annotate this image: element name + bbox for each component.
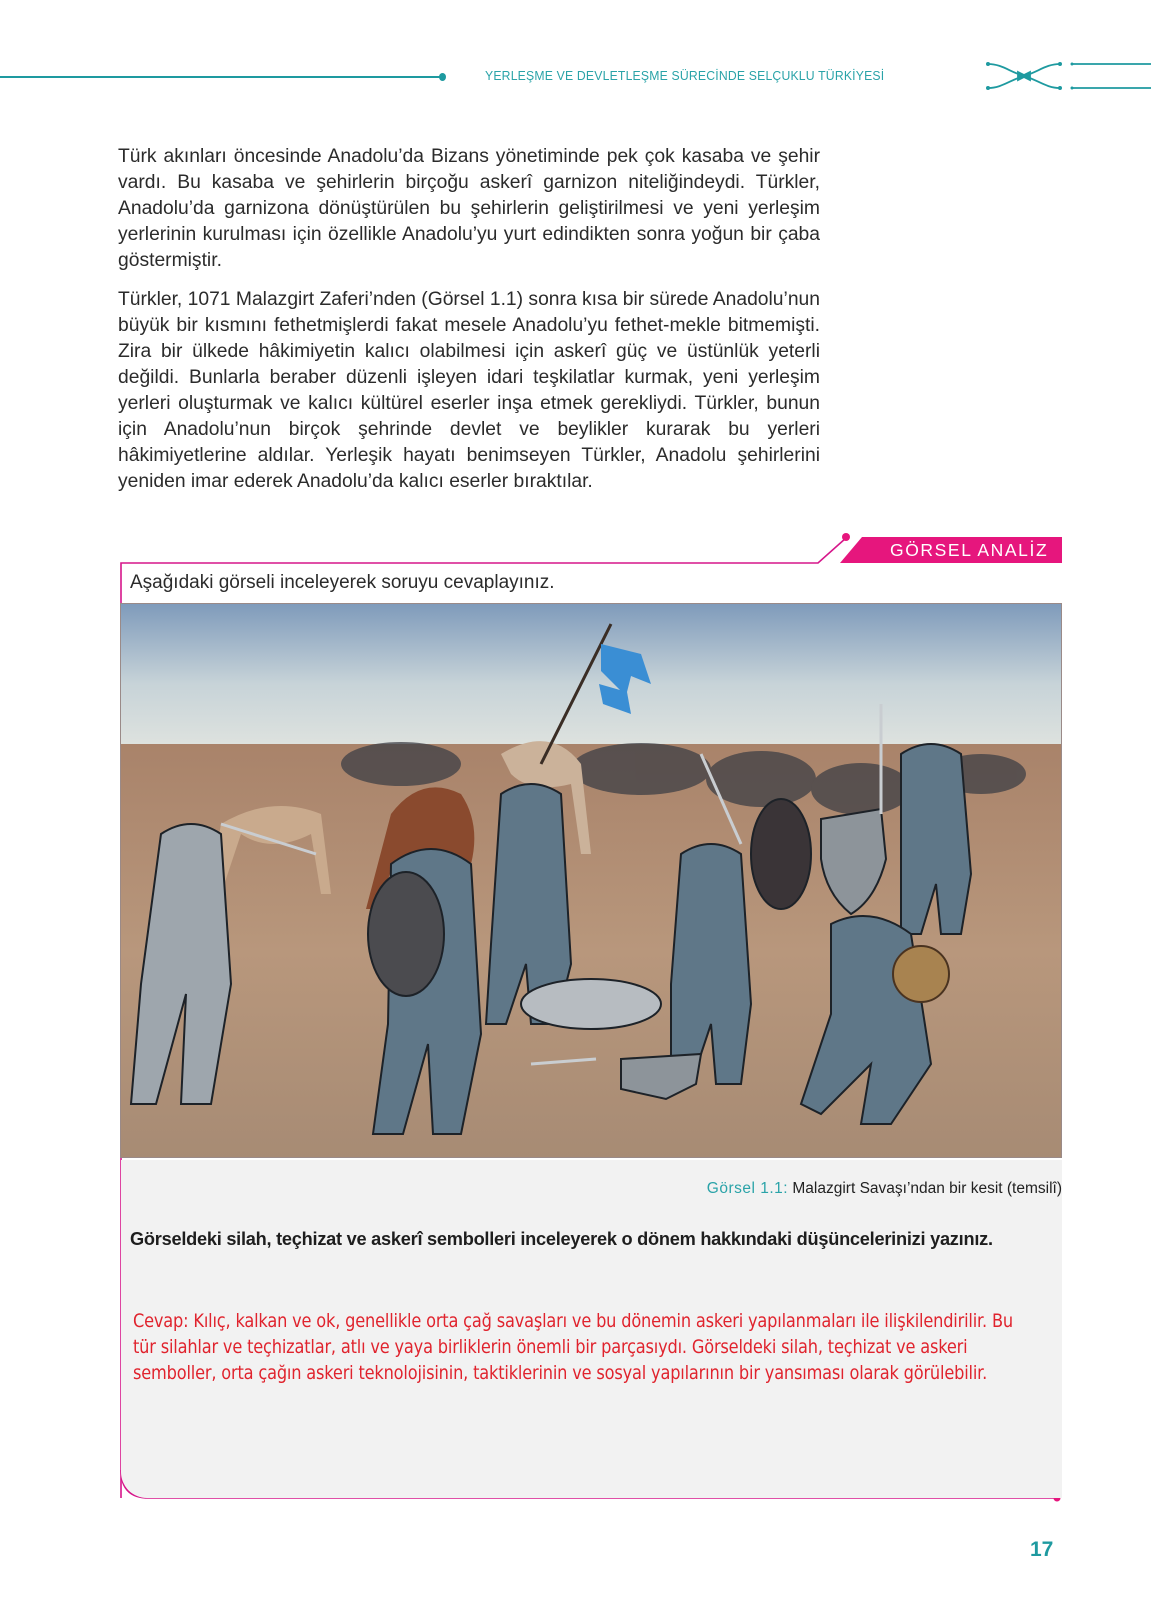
figure-caption-label: Görsel 1.1: [706, 1180, 789, 1197]
chapter-title: YERLEŞME VE DEVLETLEŞME SÜRECİNDE SELÇUKLU TÜRKİYESİ [485, 68, 885, 83]
gorsel-analiz-label: GÖRSEL ANALİZ [890, 540, 1049, 560]
analysis-question: Görseldeki silah, teçhizat ve askerî sembolleri inceleyerek o dönem hakkındaki düşüncelerinizi yazınız. [130, 1229, 993, 1249]
figure-caption-text: Malazgirt Savaşı’ndan bir kesit (temsilî) [788, 1180, 1062, 1197]
page-number: 17 [1030, 1538, 1054, 1561]
battle-illustration [120, 603, 1062, 1158]
paragraph-2: Türkler, 1071 Malazgirt Zaferi’nden (Görsel 1.1) sonra kısa bir sürede Anadolu’nun büyük bir kısmını fethetmişlerdi fakat mesele Anadolu’yu fethet-mekle bitmemişti. Zira bir ülkede hâkimiyetin kalıcı olabilmesi için askerî güç ve üstünlük yeterli değildi. Bunlarla beraber düzenli işleyen idari teşkilatlar kurmak, yeni yerleşim yerleri oluşturmak ve kalıcı kültürel eserler inşa etmek gerekliydi. Türkler, bunun için Anadolu’nun birçok şehrinde devlet ve beylikler kurarak bu yerleri hâkimiyetlerine aldılar. Yerleşik hayatı benimseyen Türkler, Anadolu şehirlerini yeniden imar ederek Anadolu’da kalıcı eserler bıraktılar. [118, 289, 820, 492]
box-prompt: Aşağıdaki görseli inceleyerek soruyu cevaplayınız. [130, 572, 555, 593]
paragraph-1: Türk akınları öncesinde Anadolu’da Bizans yönetiminde pek çok kasaba ve şehir vardı. Bu kasaba ve şehirlerin birçoğu askerî garnizon niteliğindeydi. Türkler, Anadolu’da garnizona dönüştürülen bu şehirlerin geliştirilmesi ve yeni yerleşim yerlerinin kurulması için özellikle Anadolu’yu yurt edindikten sonra yoğun bir çaba göstermiştir. [118, 146, 820, 271]
answer-text[interactable]: Cevap: Kılıç, kalkan ve ok, genellikle orta çağ savaşları ve bu dönemin askeri yapılanmaları ile ilişkilendirilir. Bu tür silahlar ve teçhizatlar, atlı ve yaya birliklerin önemli bir parçasıydı. Görseldeki silah, teçhizat ve askeri semboller, orta çağın askeri teknolojisinin, taktiklerinin ve sosyal yapılarının bir yansıması olarak görülebilir. [133, 1311, 1013, 1384]
figure-caption [707, 1180, 1062, 1198]
